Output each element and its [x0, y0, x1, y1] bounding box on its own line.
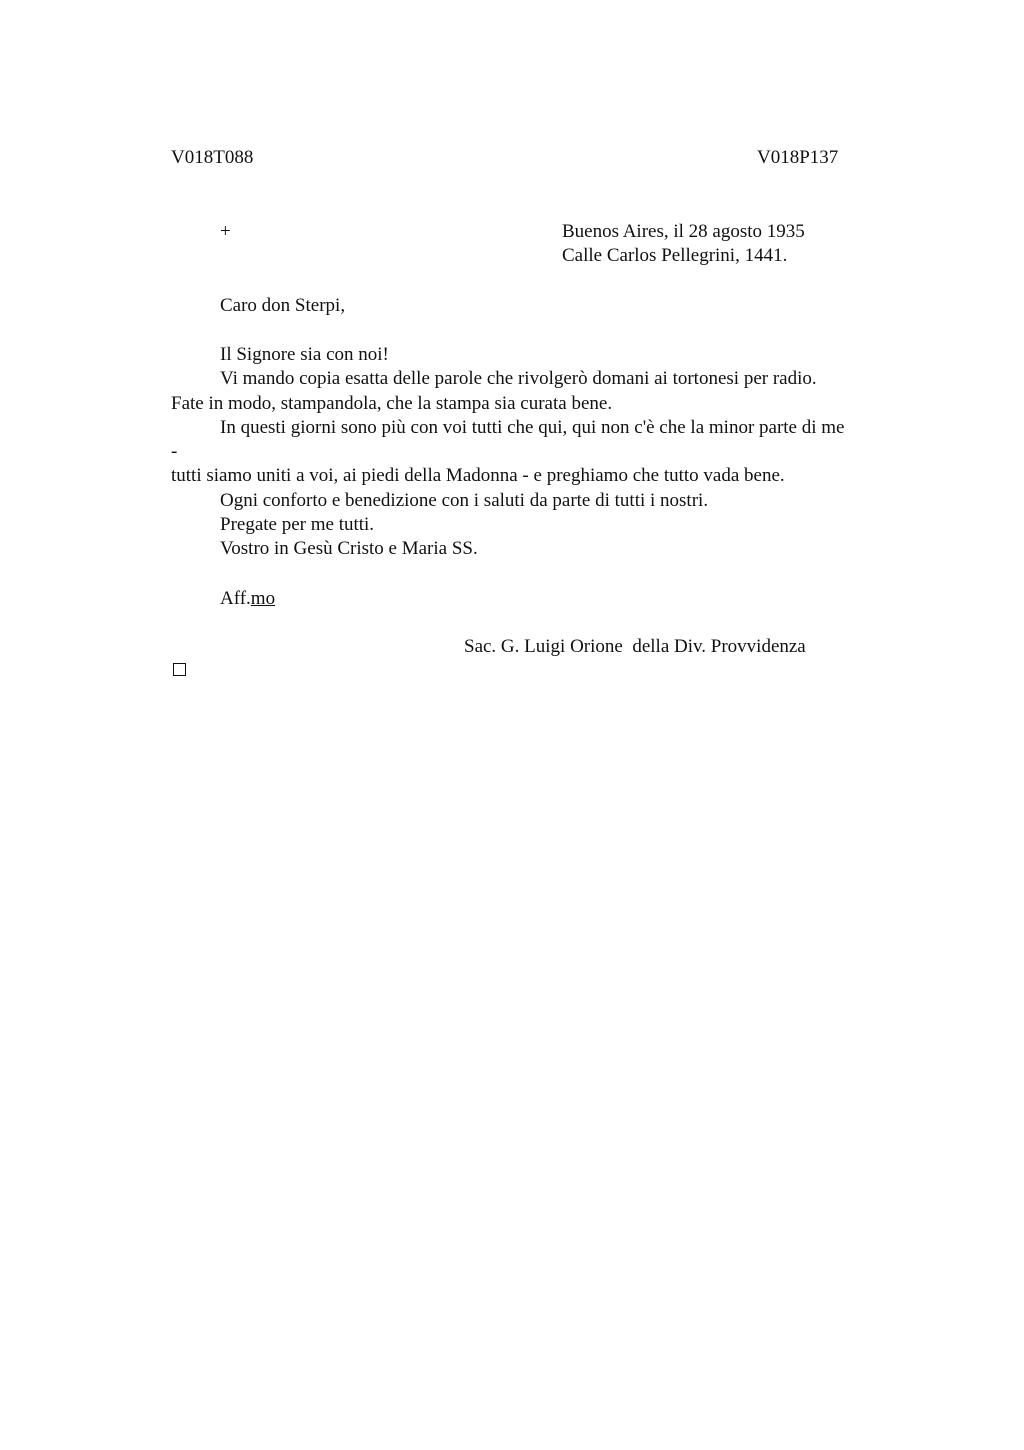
body-line: Ogni conforto e benedizione con i saluti da parte di tutti i nostri.: [220, 490, 709, 511]
cross-symbol: +: [220, 221, 231, 242]
sender-address: Calle Carlos Pellegrini, 1441.: [562, 245, 788, 266]
body-line: Vostro in Gesù Cristo e Maria SS.: [220, 538, 478, 559]
signature: Sac. G. Luigi Orione della Div. Provvidenza: [464, 636, 806, 657]
closing-prefix: Aff.: [220, 588, 251, 609]
body-line: Pregate per me tutti.: [220, 514, 375, 535]
closing: [220, 587, 275, 611]
body-line: In questi giorni sono più con voi tutti che qui, qui non c'è che la minor parte di me: [220, 417, 845, 438]
checkbox-square-icon: [173, 663, 186, 676]
body-line: Fate in modo, stampandola, che la stampa sia curata bene.: [171, 393, 613, 414]
salutation: Caro don Sterpi,: [220, 295, 346, 316]
body-line: Vi mando copia esatta delle parole che rivolgerò domani ai tortonesi per radio.: [220, 368, 817, 389]
document-code-left: V018T088: [171, 147, 254, 168]
place-date: Buenos Aires, il 28 agosto 1935: [562, 221, 805, 242]
closing-suffix: mo: [250, 588, 276, 609]
body-line: Il Signore sia con noi!: [220, 344, 389, 365]
document-code-right: V018P137: [757, 147, 839, 168]
body-line: tutti siamo uniti a voi, ai piedi della Madonna - e preghiamo che tutto vada bene.: [171, 465, 785, 486]
body-line: -: [171, 441, 178, 462]
